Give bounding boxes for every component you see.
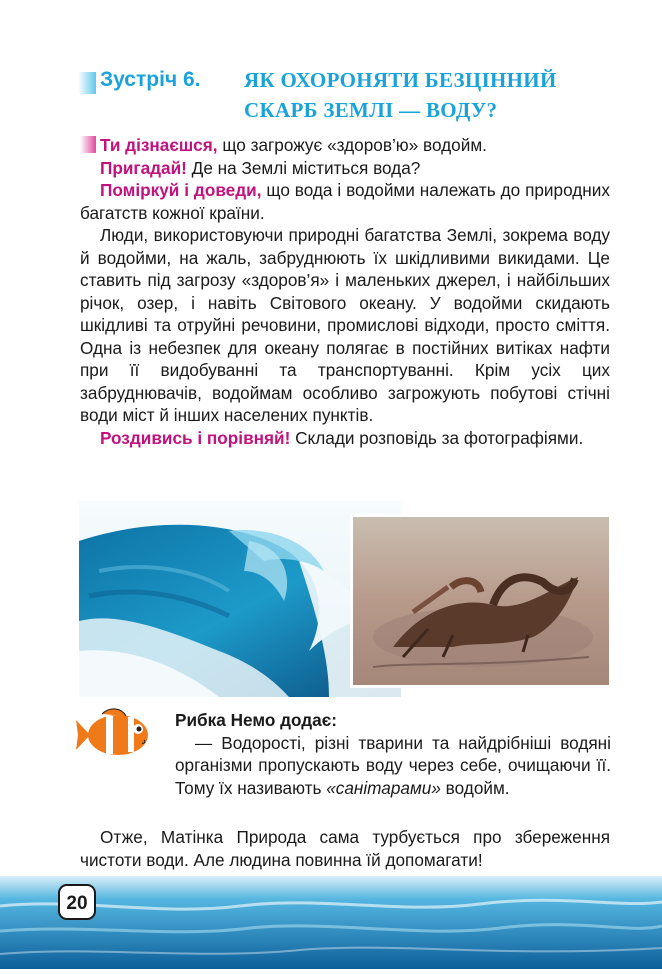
task-lead: Роздивись і порівняй! [100, 427, 291, 448]
nemo-emphasis: «санітарами» [326, 777, 441, 798]
nemo-note [175, 709, 611, 799]
heading-marker [78, 72, 96, 94]
nemo-text-main: — Водорості, різні тварини та найдрібніші водяні організми пропускають воду через себе, очищаючи її. Тому їх називають [175, 732, 611, 798]
nemo-fish-icon [72, 702, 162, 762]
task-line [80, 427, 610, 450]
oiled-pelican-photo [350, 514, 612, 688]
nemo-text-end: водойм. [440, 777, 510, 798]
intro-block [80, 134, 610, 449]
conclusion-text: Отже, Матінка Природа сама турбується про збереження чистоти води. Але людина повинна їй допомагати! [80, 827, 610, 870]
recall-line [80, 157, 610, 180]
learn-lead: Ти дізнаєшся, [100, 135, 218, 155]
nemo-title: Рибка Немо додає: [175, 710, 337, 730]
think-text: що вода і водойми належать до природних багатств кожної країни. [80, 180, 610, 223]
nemo-text [175, 732, 611, 800]
task-text: Склади розповідь за фотографіями. [290, 427, 584, 448]
sea-footer-decoration [0, 876, 662, 969]
conclusion-block [80, 826, 610, 871]
body-paragraph: Люди, використовуючи природні багатства Землі, зокрема воду й водойми, на жаль, забруднюють їх шкідливими викидами. Це ставить під загрозу «здоров’я» і маленьких джерел, і найбільших річок, озер, і навіть Світового океану. У водойми скидають шкідливі та отруйні речовини, промислові відходи, просто сміття. Одна із небезпек для океану полягає в постійних витіках нафти при її видобуванні та транспортуванні. Крім усіх цих забруднювачів, водоймам особливо загрожують побутові стічні води міст й інших населених пунктів. [80, 225, 610, 425]
pink-marker [80, 136, 96, 153]
learn-text: що загрожує «здоров’ю» водойм. [217, 135, 487, 155]
title-line-1: ЯК ОХОРОНЯТИ БЕЗЦІННИЙ [244, 68, 557, 92]
meeting-label: Зустріч 6. [100, 68, 201, 91]
recall-text: Де на Землі міститься вода? [186, 157, 421, 178]
learn-line [80, 134, 610, 157]
think-lead: Поміркуй і доведи, [100, 180, 262, 200]
section-heading [78, 68, 638, 128]
recall-lead: Пригадай! [100, 157, 187, 178]
page-number: 20 [58, 884, 96, 920]
think-line [80, 179, 610, 224]
title-line-2: СКАРБ ЗЕМЛІ — ВОДУ? [244, 98, 498, 122]
